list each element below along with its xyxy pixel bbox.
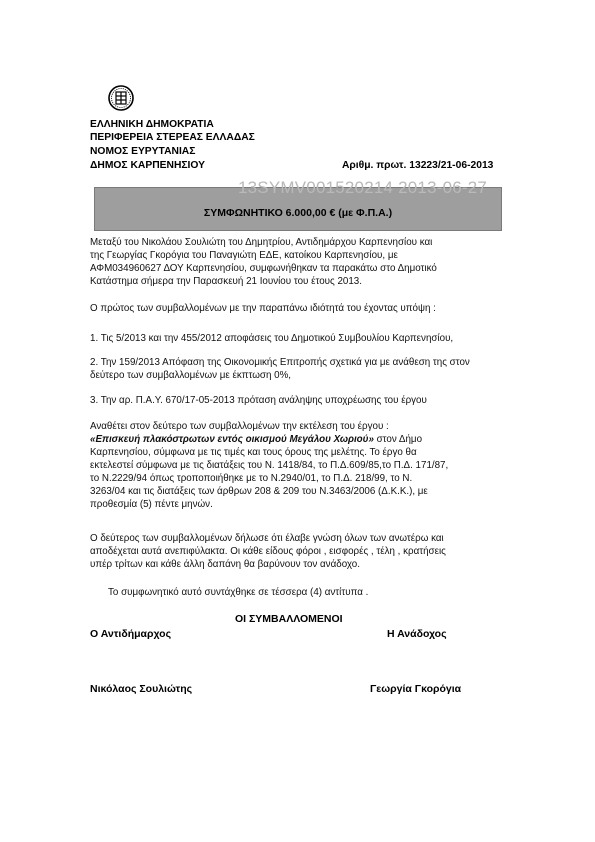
acceptance-line: Ο δεύτερος των συμβαλλομένων δήλωσε ότι έλαβε γνώση όλων των ανωτέρω και	[90, 533, 444, 544]
right-signatory-role: Η Ανάδοχος	[387, 628, 447, 640]
assignment-line: εκτελεστεί σύμφωνα με τις διατάξεις του Ν. 1418/84, το Π.Δ.609/85,το Π.Δ. 171/87,	[90, 460, 449, 471]
list-item	[90, 356, 470, 382]
left-signatory-role: Ο Αντιδήμαρχος	[90, 628, 172, 640]
intro-line: της Γεωργίας Γκορόγια του Παναγιώτη ΕΔΕ, κατοίκου Καρπενησίου, με	[90, 250, 398, 261]
acceptance-line: υπέρ τρίτων και κάθε άλλη δαπάνη θα βαρύνουν τον ανάδοχο.	[90, 559, 360, 570]
list-item: 3. Την αρ. Π.Α.Υ. 670/17-05-2013 πρόταση ανάληψης υποχρέωσης του έργου	[90, 395, 427, 406]
assignment-line: προθεσμία (5) πέντε μηνών.	[90, 499, 213, 510]
assignment-line	[90, 433, 448, 446]
list-item-line: δεύτερο των συμβαλλομένων με έκπτωση 0%,	[90, 370, 292, 381]
signatories-heading: ΟΙ ΣΥΜΒΑΛΛΟΜΕΝΟΙ	[235, 613, 343, 625]
ada-watermark: 13SYMV001520214 2013-06-27	[238, 178, 488, 197]
assignment-line: Αναθέτει στον δεύτερο των συμβαλλομένων την εκτέλεση του έργου :	[90, 421, 389, 432]
assignment-paragraph	[90, 420, 448, 511]
intro-line: Κατάστημα σήμερα την Παρασκευή 21 Ιουνίου του έτους 2013.	[90, 276, 362, 287]
left-signatory-name: Νικόλαος Σουλιώτης	[90, 683, 193, 695]
first-party-text: Ο πρώτος των συμβαλλομένων με την παραπάνω ιδιότητά του έχοντας υπόψη :	[90, 303, 436, 314]
greek-emblem-icon	[108, 85, 134, 111]
header-municipality: ΔΗΜΟΣ ΚΑΡΠΕΝΗΣΙΟΥ	[90, 160, 206, 171]
list-item-line: 2. Την 159/2013 Απόφαση της Οικονομικής Επιτροπής σχετικά για με ανάθεση της στον	[90, 357, 470, 368]
copies-text: Το συμφωνητικό αυτό συντάχθηκε σε τέσσερα (4) αντίτυπα .	[108, 587, 369, 598]
assignment-line: το Ν.2229/94 όπως τροποποιήθηκε με το Ν.2940/01, το Π.Δ. 218/99, το Ν.	[90, 473, 413, 484]
assignment-line: 3263/04 και τις διατάξεις των άρθρων 208 & 209 του Ν.3463/2006 (Δ.Κ.Κ.), με	[90, 486, 428, 497]
protocol-number: Αριθμ. πρωτ. 13223/21-06-2013	[342, 160, 494, 171]
header-country: ΕΛΛΗΝΙΚΗ ΔΗΜΟΚΡΑΤΙΑ	[90, 119, 214, 130]
intro-line: ΑΦΜ034960627 ΔΟΥ Καρπενησίου, συμφωνήθηκαν τα παρακάτω στο Δημοτικό	[90, 263, 437, 274]
intro-paragraph	[90, 236, 437, 288]
acceptance-line: αποδέχεται αυτά ανεπιφύλακτα. Οι κάθε είδους φόροι , εισφορές , τέλη , κρατήσεις	[90, 546, 446, 557]
project-title: «Επισκευή πλακόστρωτων εντός οικισμού Μεγάλου Χωριού»	[90, 434, 374, 445]
header-region: ΠΕΡΙΦΕΡΕΙΑ ΣΤΕΡΕΑΣ ΕΛΛΑΔΑΣ	[90, 132, 255, 143]
header-prefecture: ΝΟΜΟΣ ΕΥΡΥΤΑΝΙΑΣ	[90, 146, 196, 157]
intro-line: Μεταξύ του Νικολάου Σουλιώτη του Δημητρίου, Αντιδημάρχου Καρπενησίου και	[90, 237, 433, 248]
title-text: ΣΥΜΦΩΝΗΤΙΚΟ 6.000,00 € (με Φ.Π.Α.)	[203, 207, 393, 219]
assignment-text: στον Δήμο	[373, 434, 423, 445]
list-item: 1. Τις 5/2013 και την 455/2012 αποφάσεις του Δημοτικού Συμβουλίου Καρπενησίου,	[90, 333, 454, 344]
assignment-line: Καρπενησίου, σύμφωνα με τις τιμές και τους όρους της μελέτης. Το έργο θα	[90, 447, 417, 458]
right-signatory-name: Γεωργία Γκορόγια	[370, 683, 462, 695]
acceptance-paragraph	[90, 532, 446, 571]
